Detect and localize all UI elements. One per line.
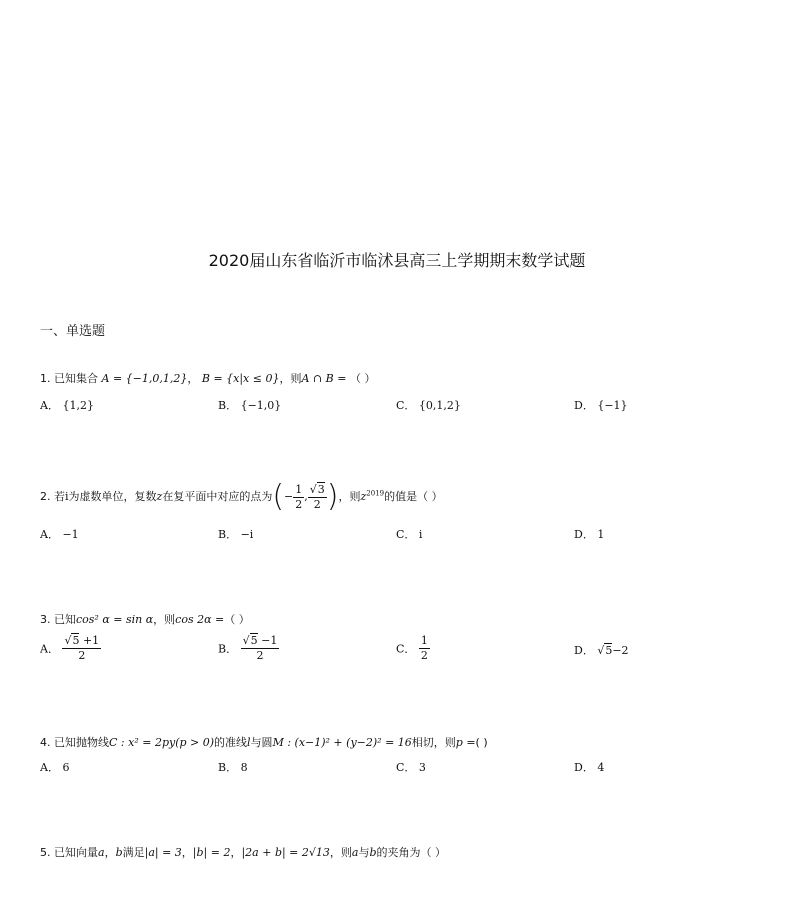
fraction: $\frac{1}{2}$ <box>295 482 303 511</box>
question-text: ，则 <box>279 372 302 385</box>
question-2: 2. 若i为虚数单位，复数z在复平面中对应的点为(− $\frac{1}{2}$ , $\frac{√3}{2}$ )，则$z^{2019}$的值是（ ） <box>40 479 443 514</box>
answer-blank: = （ ） <box>337 372 376 385</box>
option-d: D． {−1} <box>574 399 628 412</box>
page-title: 2020届山东省临沂市临沭县高三上学期期末数学试题 <box>208 251 586 270</box>
set-a-expression: A = {−1,0,1,2} <box>101 372 188 385</box>
fraction: $\frac{√3}{2}$ <box>309 482 325 511</box>
question-number: 1. <box>40 372 51 385</box>
question-number: 5. <box>40 846 51 859</box>
option-d: D． 4 <box>574 761 605 774</box>
option-b: B． −i <box>218 528 254 541</box>
option-a: A． 6 <box>40 761 70 774</box>
option-d: D． 1 <box>574 528 605 541</box>
option-c: C． {0,1,2} <box>396 399 461 412</box>
option-b: B． {−1,0} <box>218 399 282 412</box>
intersection-expression: A ∩ B <box>301 372 334 385</box>
option-a: A． −1 <box>40 528 79 541</box>
question-4: 4. 已知抛物线C : x² = 2py(p > 0)的准线l与圆M : (x−1)² + (y−2)² = 16相切，则p =( ) <box>40 736 488 749</box>
option-c: C． i <box>396 528 423 541</box>
question-5: 5. 已知向量a，b满足|a| = 3，|b| = 2，|2a + b| = 2√13，则a与b的夹角为（ ） <box>40 846 447 859</box>
question-number: 4. <box>40 736 51 749</box>
question-number: 2. <box>40 490 51 503</box>
option-a: A． {1,2} <box>40 399 94 412</box>
option-a: A． $\frac{√5 +1}{2}$ <box>40 634 100 662</box>
option-c: C． 3 <box>396 761 426 774</box>
option-c: C． $\frac{1}{2}$ <box>396 634 428 662</box>
section-heading: 一、单选题 <box>40 324 106 339</box>
option-b: B． 8 <box>218 761 248 774</box>
question-text: 已知集合 <box>54 372 98 385</box>
option-b: B． $\frac{√5 -1}{2}$ <box>218 634 278 662</box>
question-number: 3. <box>40 613 51 626</box>
option-d: D． √5−2 <box>574 644 629 657</box>
question-3: 3. 已知cos² α = sin α，则cos 2α =（ ） <box>40 613 250 626</box>
separator: ， <box>187 372 199 385</box>
set-b-expression: B = {x|x ≤ 0} <box>201 372 280 385</box>
question-1 <box>40 371 375 387</box>
